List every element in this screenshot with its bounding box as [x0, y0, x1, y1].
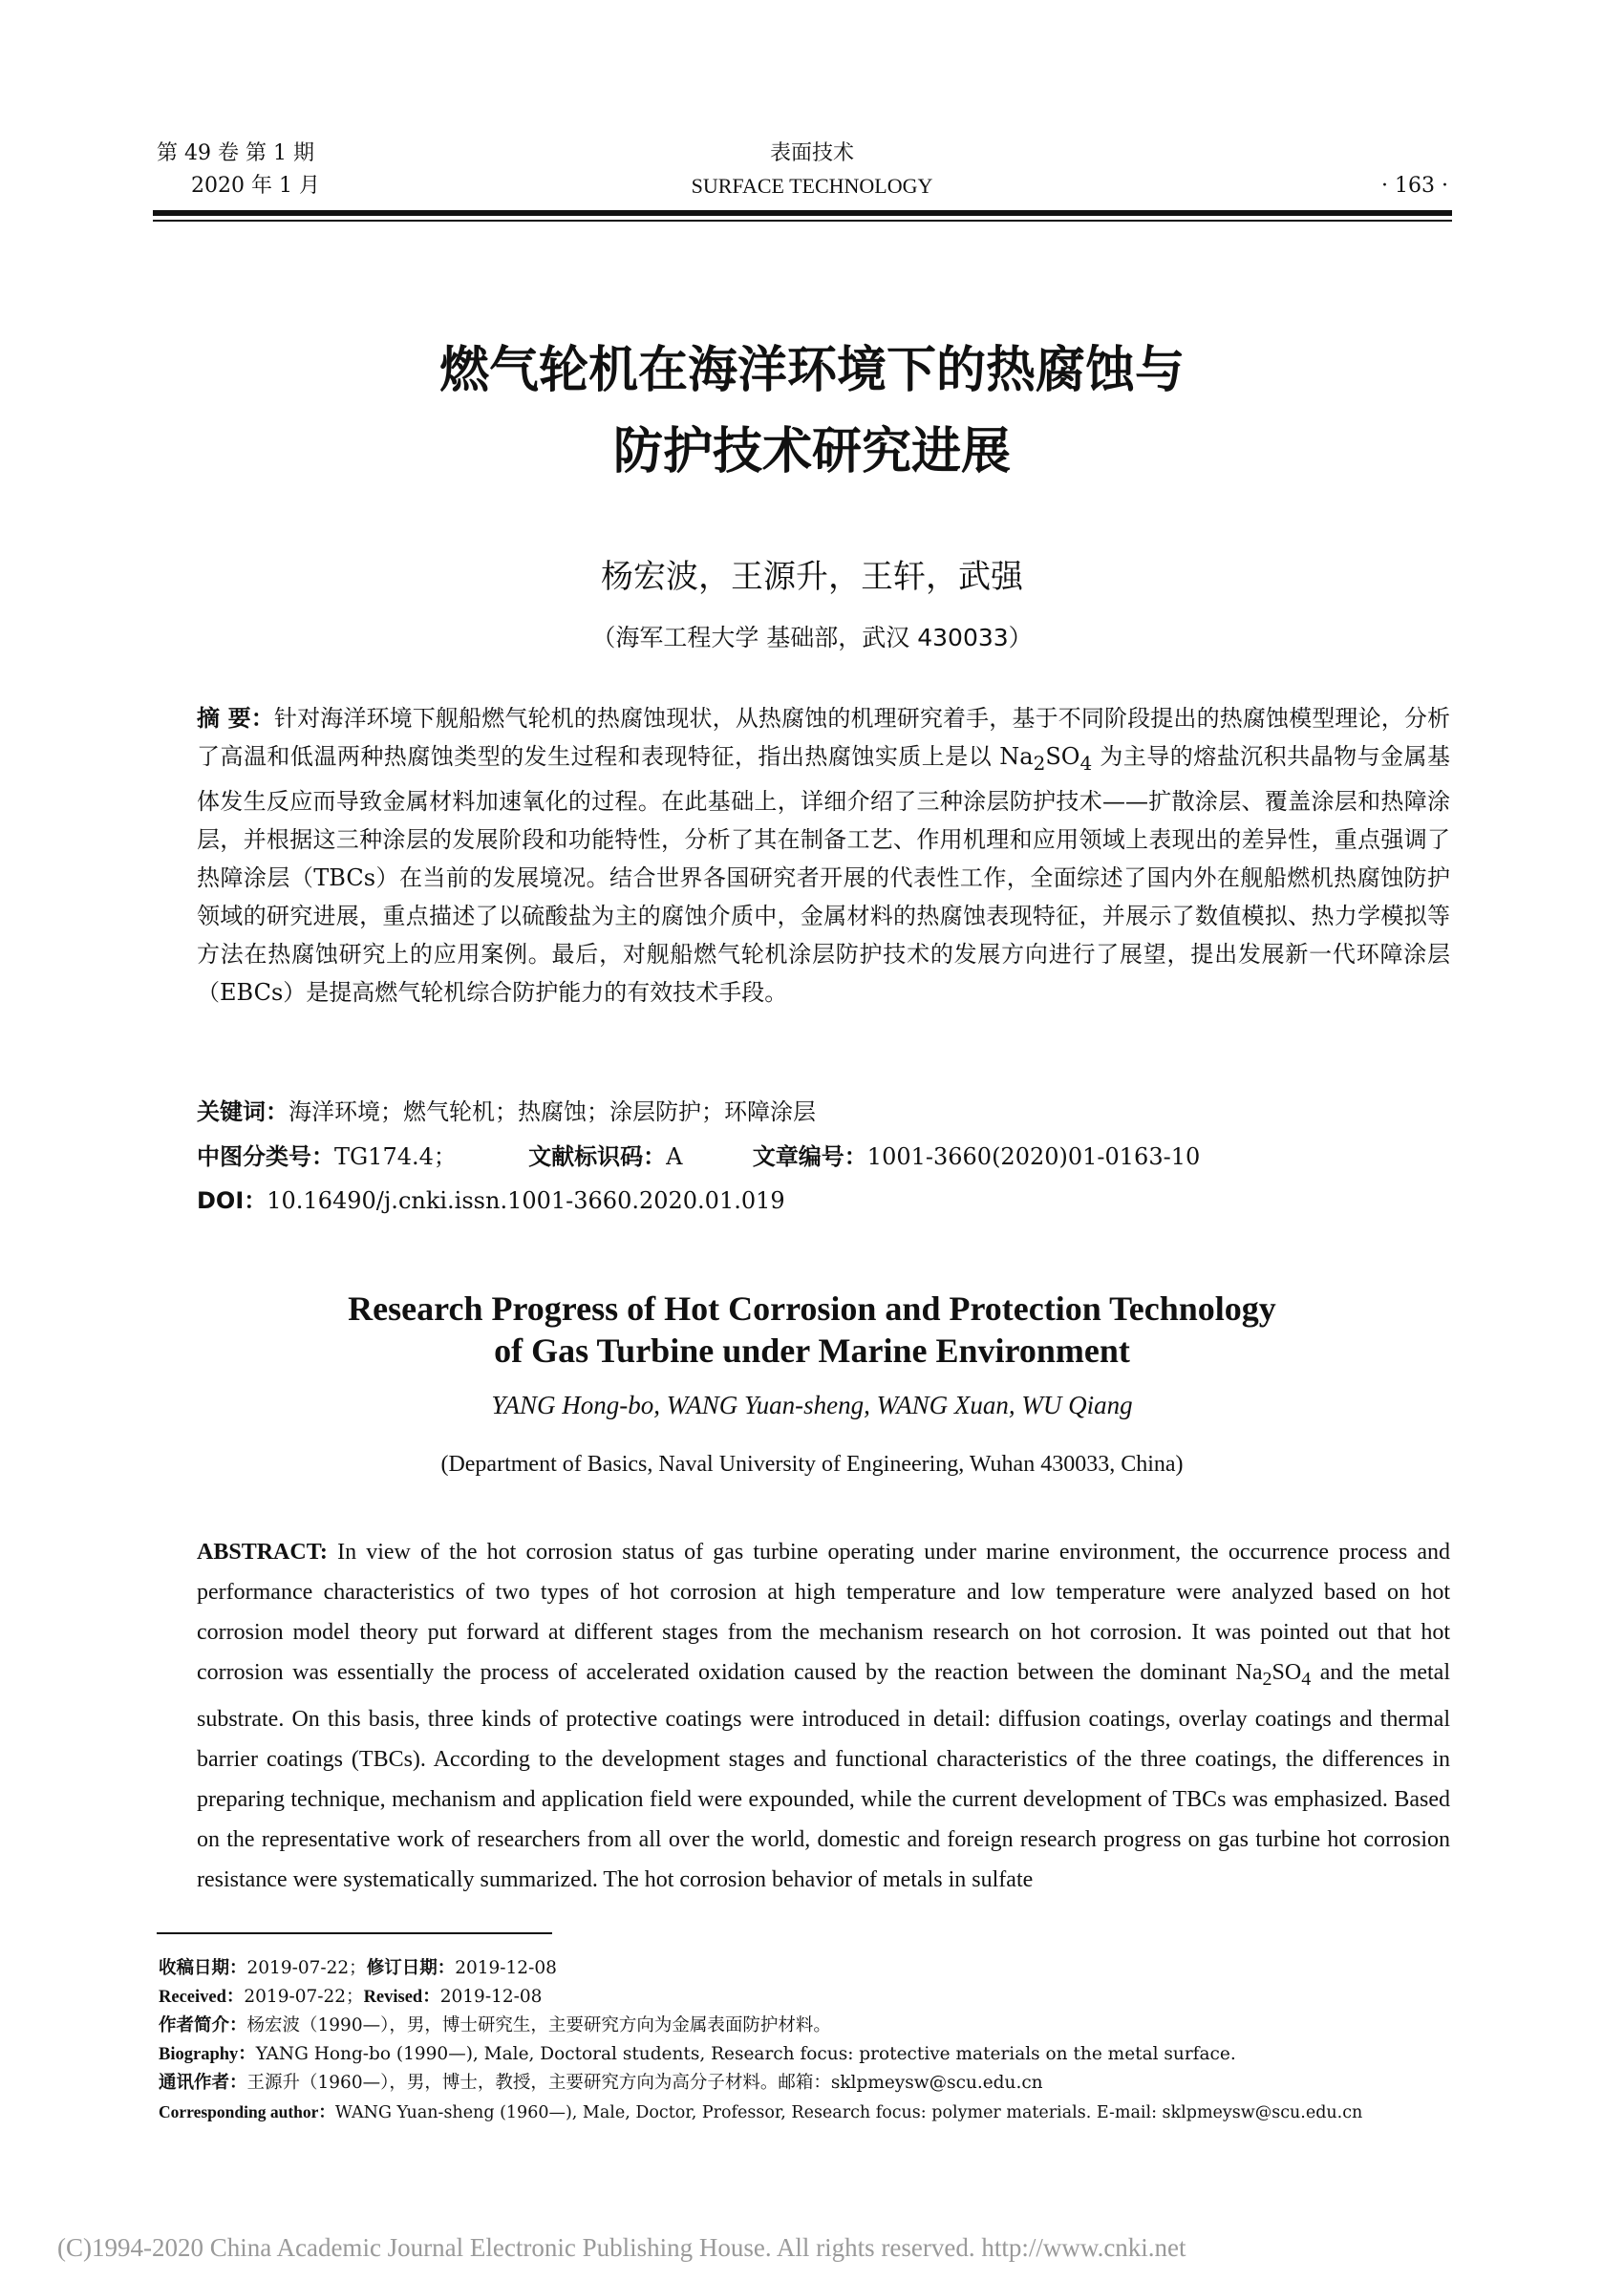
header-volume-issue: 第 49 卷 第 1 期 — [157, 141, 314, 165]
abstract-cn-text-b: SO — [1045, 743, 1080, 770]
abstract-en-text-c: and the metal substrate. On this basis, three kinds of protective coatings were introduced in detail: diffusion coatings, overlay coatings and thermal barrier coatings (TBCs). According to the development stages and functional characteristics of the three coatings, the differences in preparing technique, mechanism and application field were expounded, while the current development of TBCs was emphasized. Based on the representative work of researchers from all over the world, domestic and foreign research progress on gas turbine hot corrosion resistance were systematically summarized. The hot corrosion behavior of metals in sulfate — [197, 1660, 1451, 1892]
title-en-line2: of Gas Turbine under Marine Environment — [494, 1332, 1130, 1370]
authors-en: YANG Hong-bo, WANG Yuan-sheng, WANG Xuan, WU Qiang — [491, 1391, 1133, 1419]
article-no-label: 文章编号： — [752, 1143, 867, 1170]
doi-line — [197, 1185, 785, 1216]
revised-en-label: Revised： — [363, 1988, 440, 2007]
footnote-corr-cn — [159, 2069, 1496, 2098]
header-journal-en: SURFACE TECHNOLOGY — [691, 174, 933, 198]
affiliation-cn: （海军工程大学 基础部，武汉 430033） — [591, 624, 1033, 651]
title-cn-line2: 防护技术研究进展 — [612, 423, 1011, 480]
corr-en-value: WANG Yuan-sheng (1960—), Male, Doctor, Professor, Research focus: polymer materials. E-mail: sklpmeysw@scu.edu.cn — [334, 2103, 1363, 2122]
bio-en-value: YANG Hong-bo (1990—), Male, Doctoral students, Research focus: protective materials on the metal surface. — [255, 2044, 1236, 2064]
corr-cn-label: 通讯作者： — [159, 2074, 247, 2093]
revised-en-value: 2019-12-08 — [439, 1987, 543, 2007]
doi-label: DOI： — [197, 1187, 267, 1214]
header-rule-thin — [153, 220, 1452, 222]
bio-en-label: Biography： — [159, 2045, 256, 2064]
revised-cn-value: 2019-12-08 — [455, 1958, 557, 1978]
footnote-received-en — [159, 1983, 1496, 2012]
received-cn-label: 收稿日期： — [159, 1959, 247, 1978]
abstract-en-sub1: 2 — [1262, 1668, 1272, 1690]
abstract-cn-sub2: 4 — [1079, 751, 1093, 775]
received-cn-value: 2019-07-22； — [246, 1958, 367, 1978]
revised-cn-label: 修订日期： — [366, 1959, 456, 1978]
footnote-rule — [157, 1932, 552, 1934]
footnote-received-cn — [159, 1954, 1496, 1983]
header-rule-thick — [153, 210, 1452, 216]
bio-cn-label: 作者简介： — [159, 2016, 247, 2035]
affiliation-en: (Department of Basics, Naval University of Engineering, Wuhan 430033, China) — [440, 1452, 1184, 1477]
corr-cn-value: 王源升（1960—），男，博士，教授，主要研究方向为高分子材料。邮箱：sklpmeysw@scu.edu.cn — [246, 2073, 1043, 2093]
header-page-number: · 163 · — [1381, 174, 1448, 198]
doi-value: 10.16490/j.cnki.issn.1001-3660.2020.01.019 — [267, 1187, 785, 1214]
abstract-en-label: ABSTRACT: — [197, 1540, 328, 1565]
keywords-cn — [197, 1097, 816, 1127]
clc-value: TG174.4； — [334, 1143, 457, 1170]
abstract-en — [197, 1532, 1450, 1900]
abstract-cn-text-a: 针对海洋环境下舰船燃气轮机的热腐蚀现状，从热腐蚀的机理研究着手，基于不同阶段提出的热腐蚀模型理论，分析了高温和低温两种热腐蚀类型的发生过程和表现特征，指出热腐蚀实质上是以 Na — [197, 705, 1450, 770]
header-journal-cn: 表面技术 — [769, 141, 854, 165]
abstract-cn-sub1: 2 — [1033, 751, 1046, 775]
header-date: 2020 年 1 月 — [191, 174, 320, 198]
keywords-cn-label: 关键词： — [197, 1098, 288, 1125]
doc-code-value: A — [666, 1143, 683, 1170]
footnote-bio-cn — [159, 2012, 1496, 2040]
clc-label: 中图分类号： — [197, 1143, 334, 1170]
bio-cn-value: 杨宏波（1990—），男，博士研究生，主要研究方向为金属表面防护材料。 — [246, 2015, 831, 2035]
abstract-en-text-a: In view of the hot corrosion status of gas turbine operating under marine environment, the occurrence process and performance characteristics of two types of hot corrosion at high temperature and low temperature were analyzed based on hot corrosion model theory put forward at different stages from the mechanism research on hot corrosion. It was pointed out that hot corrosion was essentially the process of accelerated oxidation caused by the reaction between the dominant Na — [197, 1540, 1450, 1685]
received-en-value: 2019-07-22； — [244, 1987, 364, 2007]
footnote-bio-en — [159, 2040, 1496, 2069]
title-en-line1: Research Progress of Hot Corrosion and Protection Technology — [348, 1289, 1276, 1328]
abstract-cn — [197, 699, 1450, 1012]
keywords-cn-text: 海洋环境；燃气轮机；热腐蚀；涂层防护；环障涂层 — [288, 1098, 816, 1125]
doc-code-label: 文献标识码： — [528, 1143, 667, 1170]
abstract-cn-text-c: 为主导的熔盐沉积共晶物与金属基体发生反应而导致金属材料加速氧化的过程。在此基础上，详细介绍了三种涂层防护技术——扩散涂层、覆盖涂层和热障涂层，并根据这三种涂层的发展阶段和功能特性，分析了其在制备工艺、作用机理和应用领域上表现出的差异性，重点强调了热障涂层（TBCs）在当前的发展境况。结合世界各国研究者开展的代表性工作，全面综述了国内外在舰船燃机热腐蚀防护领域的研究进展，重点描述了以硫酸盐为主的腐蚀介质中，金属材料的热腐蚀表现特征，并展示了数值模拟、热力学模拟等方法在热腐蚀研究上的应用案例。最后，对舰船燃气轮机涂层防护技术的发展方向进行了展望，提出发展新一代环障涂层（EBCs）是提高燃气轮机综合防护能力的有效技术手段。 — [197, 743, 1450, 1006]
authors-cn: 杨宏波，王源升，王轩，武强 — [601, 558, 1023, 596]
copyright-notice: (C)1994-2020 China Academic Journal Electronic Publishing House. All rights reserved. http://www.cnki.net — [57, 2233, 1186, 2262]
received-en-label: Received： — [159, 1988, 245, 2007]
title-cn-line1: 燃气轮机在海洋环境下的热腐蚀与 — [438, 342, 1185, 399]
footnote-corr-en — [159, 2098, 1496, 2127]
abstract-cn-label: 摘 要： — [197, 705, 274, 732]
abstract-en-sub2: 4 — [1301, 1668, 1312, 1690]
corr-en-label: Corresponding author： — [159, 2102, 335, 2121]
abstract-en-text-b: SO — [1271, 1660, 1302, 1685]
classification-line — [197, 1141, 1200, 1172]
article-no-value: 1001-3660(2020)01-0163-10 — [866, 1143, 1201, 1170]
